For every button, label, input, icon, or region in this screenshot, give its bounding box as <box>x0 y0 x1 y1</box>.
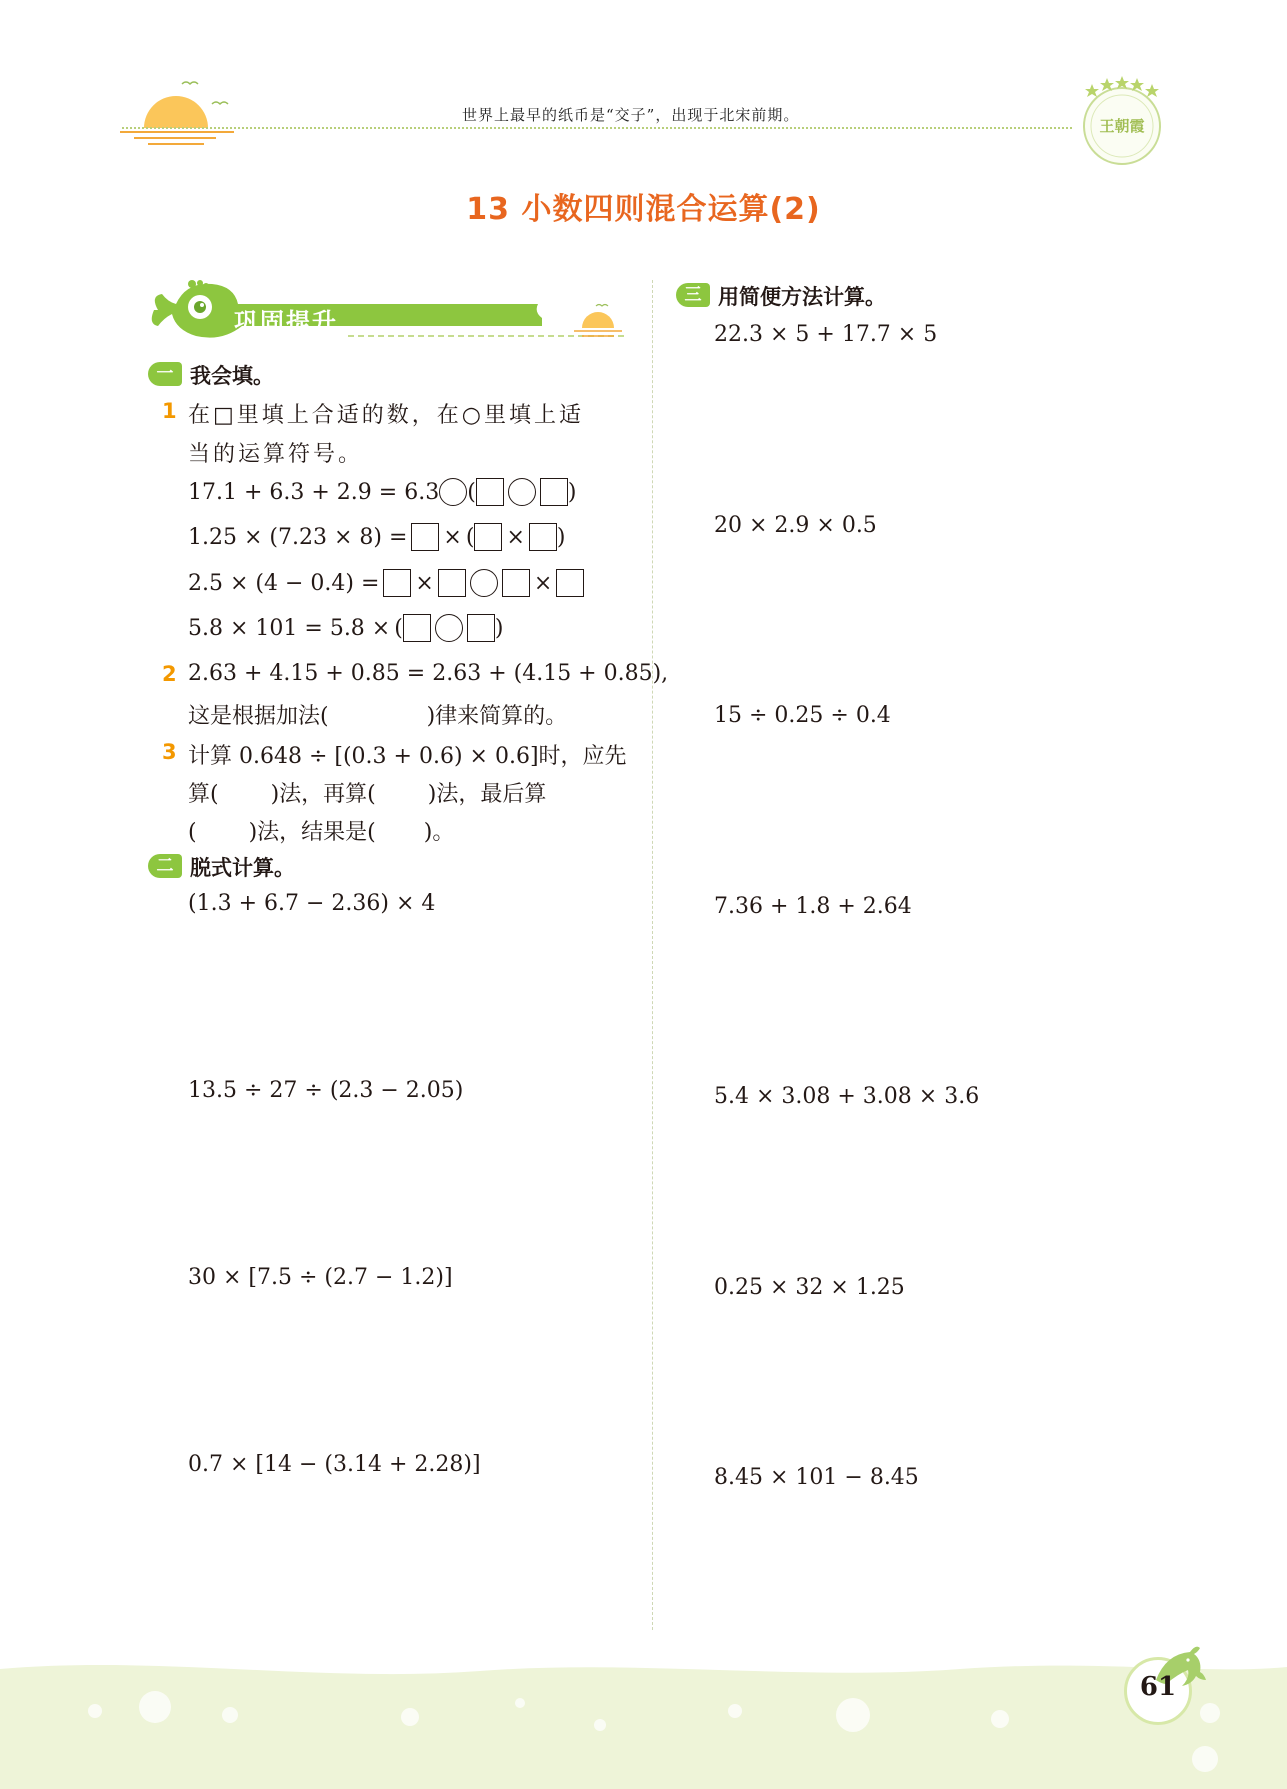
answer-box[interactable] <box>438 569 466 597</box>
header-rule <box>122 127 1072 129</box>
question-number-2: 2 <box>162 662 177 686</box>
eq1-prefix: 17.1 + 6.3 + 2.9 = 6.3 <box>188 479 440 505</box>
section-title-2: 脱式计算。 <box>190 856 295 880</box>
left-paren: ( <box>467 479 476 505</box>
q3-line1: 计算 0.648 ÷ [(0.3 + 0.6) × 0.6]时，应先 <box>188 744 627 769</box>
times-sign: × <box>533 570 553 596</box>
q1-instruction-line1: 在□里填上合适的数，在○里填上适 <box>188 403 584 428</box>
answer-box[interactable] <box>403 614 431 642</box>
section-badge-3: 三 <box>676 283 710 307</box>
exercise-item: 8.45 × 101 − 8.45 <box>714 1465 919 1490</box>
exercise-item: 0.25 × 32 × 1.25 <box>714 1275 905 1300</box>
publisher-logo <box>1075 74 1169 168</box>
eq2-prefix: 1.25 × (7.23 × 8) = <box>188 524 408 550</box>
q3-line3-a: ( <box>188 820 197 845</box>
q3-line2-a: 算( <box>188 782 219 807</box>
section-banner <box>148 280 634 342</box>
section-badge-1: 一 <box>148 362 182 386</box>
q1-equation-4 <box>188 614 503 642</box>
q2-line2-a: 这是根据加法( <box>188 704 329 729</box>
header-fact: 世界上最早的纸币是“交子”，出现于北宋前期。 <box>462 106 800 124</box>
section-title-1: 我会填。 <box>190 364 274 388</box>
answer-box[interactable] <box>411 523 439 551</box>
q1-equation-3 <box>188 569 584 597</box>
section-badge-2: 二 <box>148 854 182 878</box>
column-divider <box>652 280 653 1630</box>
times-sign: × <box>506 524 525 550</box>
times-sign: × <box>443 524 462 550</box>
operator-circle[interactable] <box>439 478 467 506</box>
exercise-item: 5.4 × 3.08 + 3.08 × 3.6 <box>714 1084 980 1109</box>
exercise-item: (1.3 + 6.7 − 2.36) × 4 <box>188 891 436 916</box>
exercise-item: 15 ÷ 0.25 ÷ 0.4 <box>714 703 891 728</box>
exercise-item: 22.3 × 5 + 17.7 × 5 <box>714 322 938 347</box>
answer-box[interactable] <box>502 569 530 597</box>
q3-line2-b: )法，再算( <box>270 782 376 807</box>
exercise-item: 7.36 + 1.8 + 2.64 <box>714 894 912 919</box>
q3-line2 <box>188 777 546 808</box>
section-title-3: 用简便方法计算。 <box>718 285 886 309</box>
exercise-item: 13.5 ÷ 27 ÷ (2.3 − 2.05) <box>188 1078 464 1103</box>
answer-box[interactable] <box>529 523 557 551</box>
right-paren: ) <box>567 479 577 505</box>
q1-equation-1 <box>188 478 576 506</box>
sunset-decoration <box>112 70 242 150</box>
q3-line2-c: )法，最后算 <box>427 782 547 807</box>
q1-equation-2 <box>188 523 565 551</box>
answer-box[interactable] <box>540 478 568 506</box>
operator-circle[interactable] <box>435 614 463 642</box>
answer-box[interactable] <box>474 523 502 551</box>
answer-box[interactable] <box>467 614 495 642</box>
page-number: 61 <box>1139 1672 1177 1702</box>
operator-circle[interactable] <box>470 569 498 597</box>
q1-instruction-line2: 当的运算符号。 <box>188 442 364 467</box>
page-title: 13 小数四则混合运算(2) <box>466 192 821 227</box>
right-paren: ) <box>494 615 504 641</box>
exercise-item: 0.7 × [14 − (3.14 + 2.28)] <box>188 1452 481 1477</box>
q3-line3-b: )法，结果是( <box>248 820 376 845</box>
q2-line2-b: )律来简算的。 <box>426 704 568 729</box>
q2-line2 <box>188 699 567 730</box>
exercise-item: 20 × 2.9 × 0.5 <box>714 513 877 538</box>
eq4-prefix: 5.8 × 101 = 5.8 × <box>188 615 391 641</box>
eq3-prefix: 2.5 × (4 − 0.4) = <box>188 570 380 596</box>
exercise-item: 30 × [7.5 ÷ (2.7 − 1.2)] <box>188 1265 453 1290</box>
times-sign: × <box>415 570 434 596</box>
right-paren: ) <box>556 524 566 550</box>
question-number-1: 1 <box>162 399 177 423</box>
answer-box[interactable] <box>556 569 584 597</box>
footer-wave <box>0 1655 1287 1789</box>
left-paren: ( <box>394 615 403 641</box>
answer-box[interactable] <box>476 478 504 506</box>
answer-box[interactable] <box>383 569 411 597</box>
q2-line1: 2.63 + 4.15 + 0.85 = 2.63 + (4.15 + 0.85), <box>188 661 669 686</box>
svg-text:王朝霞: 王朝霞 <box>1099 117 1145 135</box>
operator-circle[interactable] <box>508 478 536 506</box>
left-paren: ( <box>465 524 475 550</box>
question-number-3: 3 <box>162 740 177 764</box>
banner-label: 巩固提升 <box>234 308 338 336</box>
q3-line3-c: )。 <box>423 820 455 845</box>
q3-line3 <box>188 815 454 846</box>
